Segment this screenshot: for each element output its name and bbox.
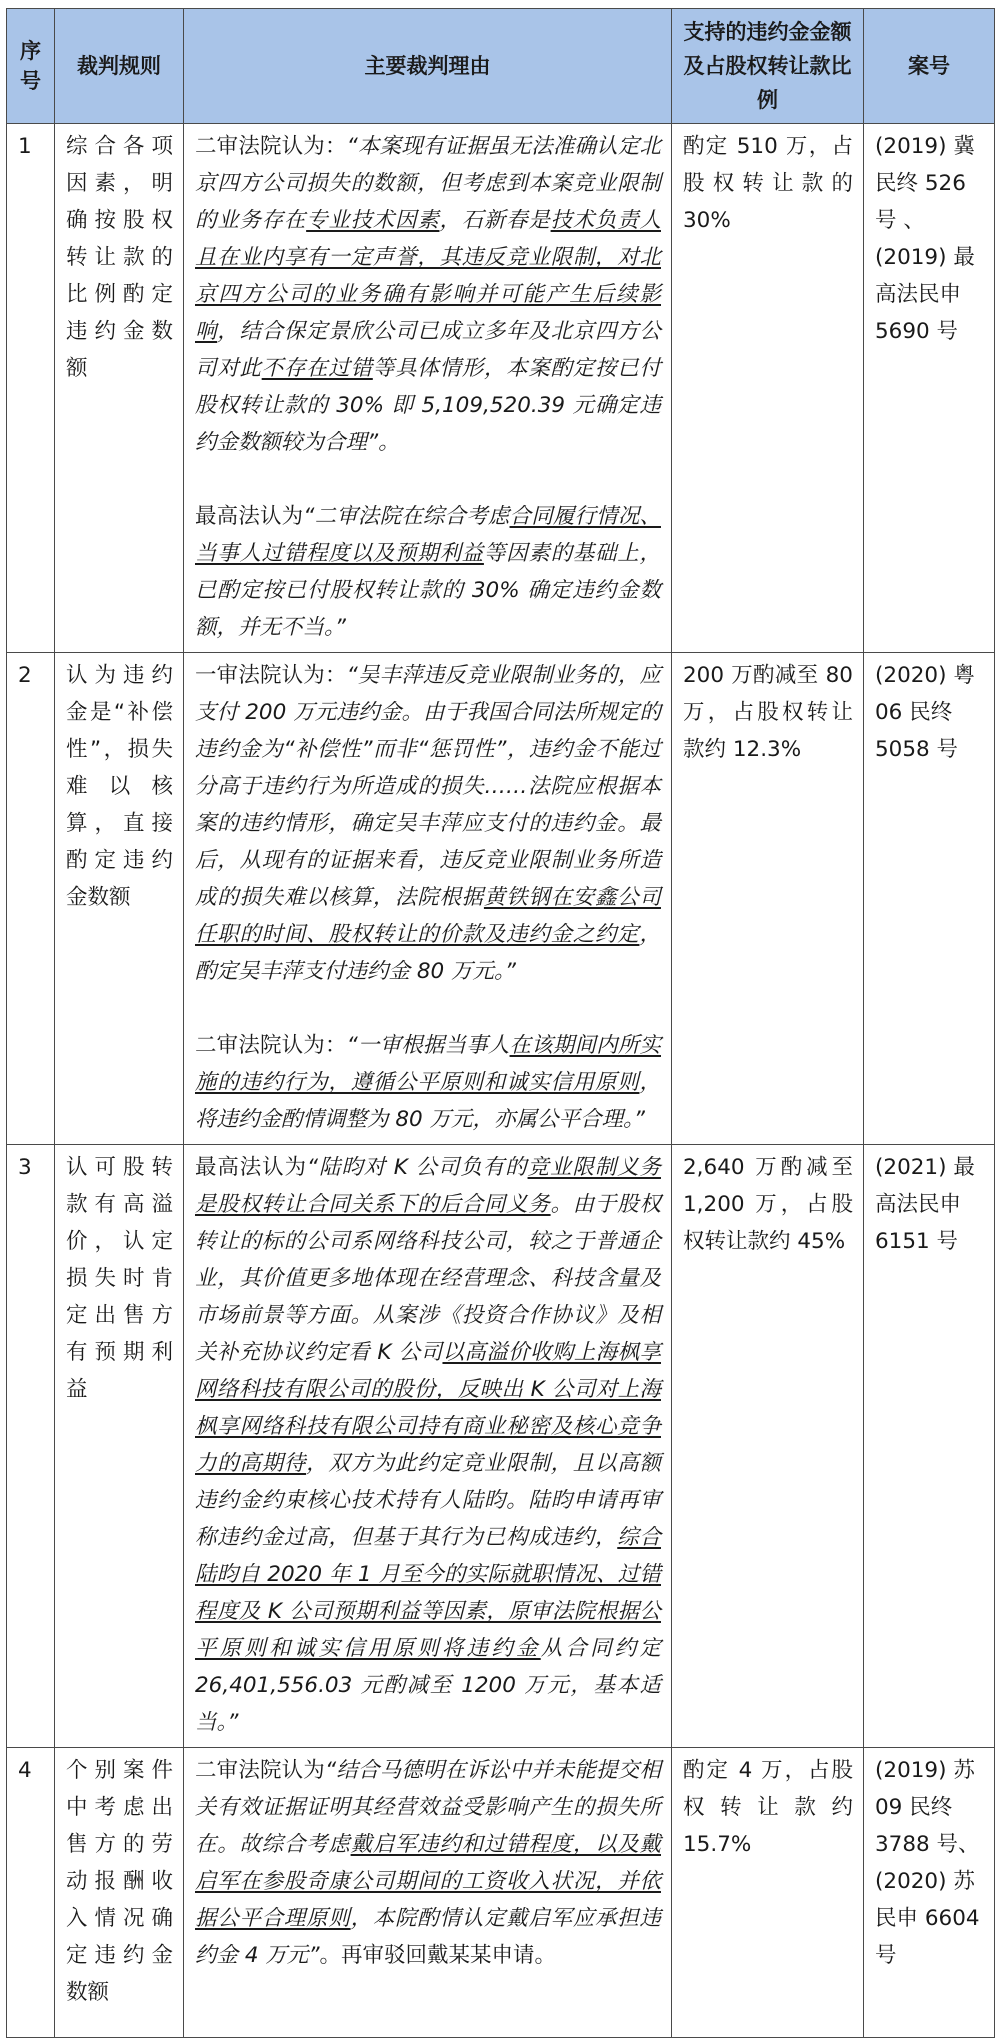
reason-text-run: 合同履行情况、当事人过错程度以及预期利益 [195,504,661,566]
amount-cell: 酌定 510 万，占股权转让款的 30% [672,124,864,653]
reason-text-run: 综合陆昀自 2020 年 1 月至今的实际就职情况、过错程度及 K 公司预期利益等因素，原审法院根据公平原则和诚实信用原则将违约金 [195,1525,661,1661]
reason-text-run: “结合马德明在诉讼中并未能提交相关有效证据证明其经营效益受影响产生的损失所在。故综合考虑 [195,1758,661,1857]
amount-cell: 200 万酌减至 80 万，占股权转让款约 12.3% [672,653,864,1145]
header-reason: 主要裁判理由 [184,9,672,124]
table-header-row [7,9,995,124]
case-number-cell: (2019) 冀民终 526 号 、 (2019) 最高法民申 5690 号 [864,124,995,653]
reason-text-run: ，结合保定景欣公司已成立多年及北京四方公司对此 [195,319,661,381]
reason-paragraph [195,498,661,646]
reason-paragraph [195,128,661,461]
reason-paragraph [195,1027,661,1138]
reason-text-run: 等因素的基础上，已酌定按已付股权转让款的 30% 确定违约金数额，并无不当。” [195,541,661,640]
reason-text-run: ，双方为此约定竞业限制，且以高额违约金约束核心技术持有人陆昀。陆昀申请再审称违约金过高，但基于其行为已构成违约， [195,1451,661,1550]
reason-text-run: 最高法认为 [195,1155,307,1180]
reason-cell [184,124,672,653]
reason-text-run: ，石新春是 [439,208,551,233]
header-case: 案号 [864,9,995,124]
case-number-cell: (2019) 苏 09 民终 3788 号、(2020) 苏民申 6604 号 [864,1748,995,2038]
reason-cell [184,1145,672,1748]
row-number: 1 [7,124,55,653]
row-number: 2 [7,653,55,1145]
reason-text-run: 。由于股权转让的标的公司系网络科技公司，较之于普通企业，其价值更多地体现在经营理念、科技含量及市场前景等方面。从案涉《投资合作协议》及相关补充协议约定看 K 公司 [195,1192,661,1365]
paragraph-gap [195,990,661,1027]
paragraph-gap [195,461,661,498]
table-row [7,124,995,653]
reason-text-run: 二审法院认为 [195,1758,325,1783]
row-number: 4 [7,1748,55,2038]
amount-cell: 2,640 万酌减至 1,200 万，占股权转让款约 45% [672,1145,864,1748]
table-row [7,1748,995,2038]
rule-cell: 认可股转款有高溢价，认定损失时肯定出售方有预期利益 [55,1145,184,1748]
reason-paragraph [195,1149,661,1741]
reason-text-run: “吴丰萍违反竞业限制业务的，应支付 200 万元违约金。由于我国合同法所规定的违约金为“补偿性”而非“惩罚性”，违约金不能过分高于违约行为所造成的损失……法院应根据本案的违约情形，确定吴丰萍应支付的违约金。最后，从现有的证据来看，违反竞业限制业务所造成的损失难以核算，法院根据 [195,663,661,910]
rule-cell: 认为违约金是“补偿性”，损失难以核算，直接酌定违约金数额 [55,653,184,1145]
reason-text-run: “二审法院在综合考虑 [303,504,510,529]
case-number-cell: (2021) 最高法民申 6151 号 [864,1145,995,1748]
reason-text-run: ，本院酌情认定戴启军应承担违约金 4 万元” [195,1906,661,1968]
reason-text-run: 戴启军违约和过错程度，以及戴启军在参股奇康公司期间的工资收入状况，并依据公平合理原则 [195,1832,661,1931]
reason-text-run: “一审根据当事人 [346,1033,510,1058]
reason-text-run: 竞业限制义务是股权转让合同关系下的后合同义务 [195,1155,661,1217]
table-row [7,1145,995,1748]
reason-text-run: 以高溢价收购上海枫享网络科技有限公司的股份，反映出 K 公司对上海枫享网络科技有限公司持有商业秘密及核心竞争力的高期待 [195,1340,661,1476]
reason-text-run: 一审法院认为： [195,663,347,688]
reason-cell [184,653,672,1145]
reason-text-run: 在该期间内所实施的违约行为，遵循公平原则和诚实信用原则 [195,1033,661,1095]
reason-text-run: 最高法认为 [195,504,304,529]
row-number: 3 [7,1145,55,1748]
case-number-cell: (2020) 粤 06 民终 5058 号 [864,653,995,1145]
reason-text-run: ，酌定吴丰萍支付违约金 80 万元。” [195,922,661,984]
rule-cell: 个别案件中考虑出售方的劳动报酬收入情况确定违约金数额 [55,1748,184,2038]
header-no: 序号 [7,9,55,124]
header-rule: 裁判规则 [55,9,184,124]
reason-text-run: 不存在过错 [261,356,373,381]
reason-text-run: 从合同约定 26,401,556.03 元酌减至 1200 万元，基本适当。” [195,1636,661,1735]
reason-text-run: ，将违约金酌情调整为 80 万元，亦属公平合理。” [195,1070,661,1132]
table-row [7,653,995,1145]
rule-cell: 综合各项因素，明确按股权转让款的比例酌定违约金数额 [55,124,184,653]
reason-text-run: 专业技术因素 [306,208,440,233]
reason-paragraph [195,1752,661,1974]
reason-text-run: 黄铁钢在安鑫公司任职的时间、股权转让的价款及违约金之约定 [195,885,661,947]
judgment-table [6,8,995,2038]
reason-text-run: “陆昀对 K 公司负有的 [306,1155,528,1180]
reason-text-run: 。再审驳回戴某某申请。 [319,1943,557,1968]
amount-cell: 酌定 4 万，占股权转让款约 15.7% [672,1748,864,2038]
header-amount: 支持的违约金金额及占股权转让款比例 [672,9,864,124]
reason-text-run: 技术负责人且在业内享有一定声誉，其违反竞业限制，对北京四方公司的业务确有影响并可能产生后续影响 [195,208,661,344]
reason-text-run: 二审法院认为： [195,1033,347,1058]
reason-paragraph [195,657,661,990]
reason-cell [184,1748,672,2038]
reason-text-run: “本案现有证据虽无法准确认定北京四方公司损失的数额，但考虑到本案竞业限制的业务存在 [195,134,661,233]
reason-text-run: 二审法院认为： [195,134,347,159]
reason-text-run: 等具体情形，本案酌定按已付股权转让款的 30% 即 5,109,520.39 元确定违约金数额较为合理”。 [195,356,661,455]
